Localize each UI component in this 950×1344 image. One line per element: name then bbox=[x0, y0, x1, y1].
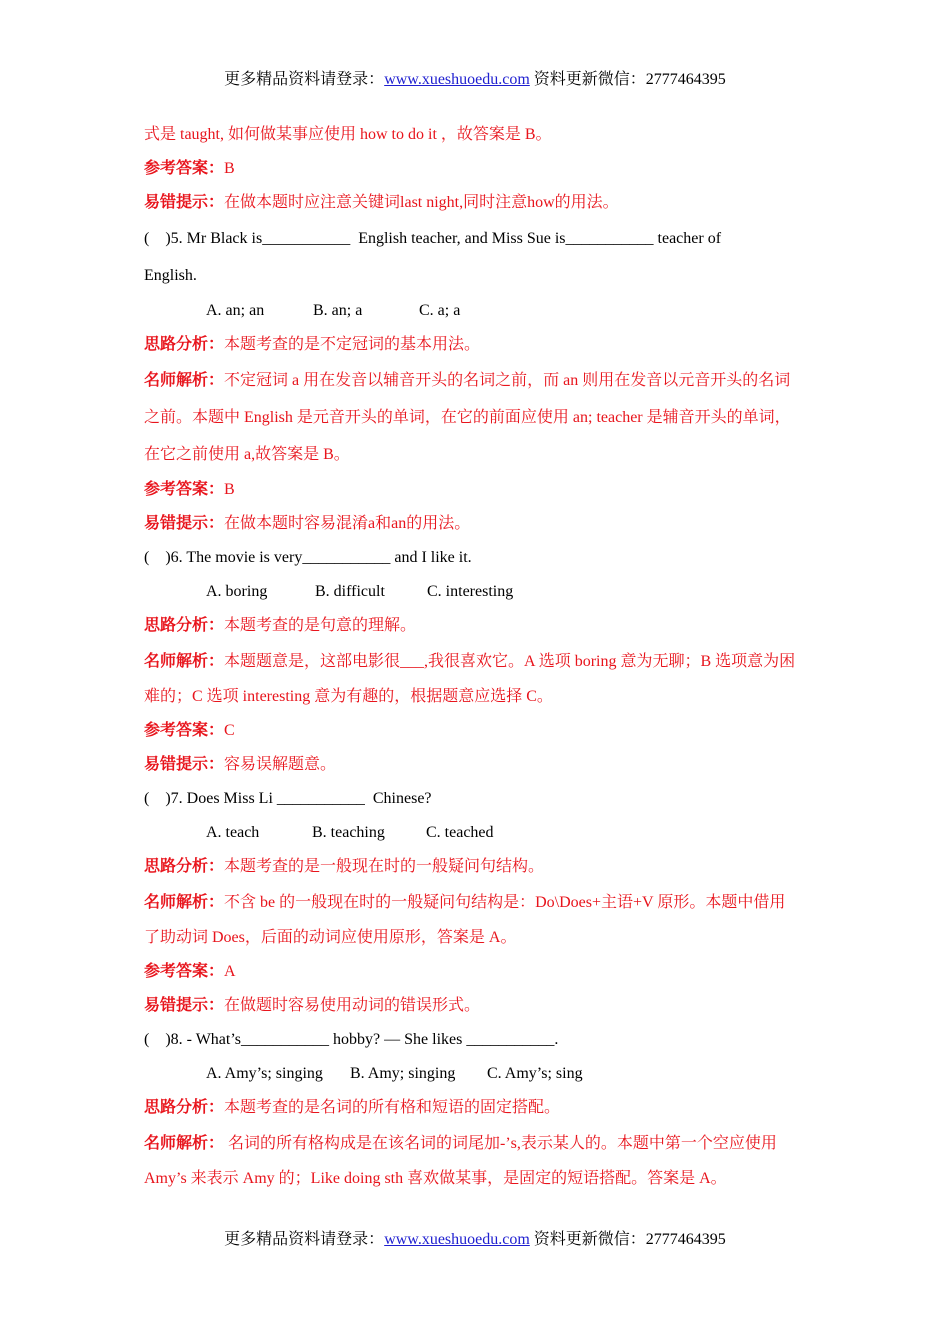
prev-tip-line bbox=[144, 186, 809, 220]
q5-stem-line2: English. bbox=[144, 267, 197, 284]
q6-answer-line bbox=[144, 714, 809, 748]
header-suffix: 资料更新微信：2777464395 bbox=[529, 71, 726, 88]
footer-suffix: 资料更新微信：2777464395 bbox=[529, 1231, 726, 1248]
q7-option-c: C. teached bbox=[426, 824, 494, 841]
q7-tip: 在做题时容易使用动词的错误形式。 bbox=[224, 997, 481, 1014]
tip-label: 易错提示： bbox=[144, 194, 225, 211]
prev-answer-line bbox=[144, 152, 809, 186]
q8-option-c: C. Amy’s; sing bbox=[487, 1065, 583, 1082]
footer-prefix: 更多精品资料请登录： bbox=[224, 1231, 385, 1248]
q7-stem: ( )7. Does Miss Li ___________ Chinese? bbox=[144, 790, 432, 807]
q8-mingshi-1: 名词的所有格构成是在该名词的词尾加-’s,表示某人的。本题中第一个空应使用 bbox=[224, 1135, 777, 1152]
answer-label: 参考答案： bbox=[144, 481, 225, 498]
q7-mingshi-1: 不含 be 的一般现在时的一般疑问句结构是：Do\Does+主语+V 原形。本题中借用 bbox=[224, 894, 786, 911]
q5-option-a: A. an; an bbox=[206, 302, 265, 319]
header-prefix: 更多精品资料请登录： bbox=[224, 71, 385, 88]
q6-mingshi-1: 本题题意是，这部电影很___,我很喜欢它。A 选项 boring 意为无聊；B 选项意为困 bbox=[224, 653, 796, 670]
q7-tip-line bbox=[144, 989, 809, 1023]
mingshi-label: 名师解析： bbox=[144, 653, 225, 670]
mingshi-label: 名师解析： bbox=[144, 372, 225, 389]
silu-label: 思路分析： bbox=[144, 858, 225, 875]
q8-option-b: B. Amy; singing bbox=[350, 1065, 456, 1082]
page-footer bbox=[0, 1226, 950, 1249]
q6-stem: ( )6. The movie is very___________ and I like it. bbox=[144, 549, 472, 566]
q5-mingshi-1: 不定冠词 a 用在发音以辅音开头的名词之前，而 an 则用在发音以元音开头的名词 bbox=[224, 372, 791, 389]
q6-option-c: C. interesting bbox=[427, 583, 514, 600]
q7-mingshi-line2: 了助动词 Does，后面的动词应使用原形，答案是 A。 bbox=[144, 929, 517, 946]
q8-mingshi-line1 bbox=[144, 1125, 809, 1162]
q6-silu: 本题考查的是句意的理解。 bbox=[224, 617, 417, 634]
q5-silu-line bbox=[144, 328, 809, 362]
q5-option-b: B. an; a bbox=[313, 302, 363, 319]
q7-option-a: A. teach bbox=[206, 824, 260, 841]
q6-mingshi-line1 bbox=[144, 643, 809, 680]
tip-label: 易错提示： bbox=[144, 515, 225, 532]
q5-answer: B bbox=[224, 481, 235, 498]
tip-label: 易错提示： bbox=[144, 756, 225, 773]
q6-mingshi-line2: 难的；C 选项 interesting 意为有趣的，根据题意应选择 C。 bbox=[144, 688, 553, 705]
prev-tip: 在做本题时应注意关键词last night,同时注意how的用法。 bbox=[224, 194, 619, 211]
q5-silu: 本题考查的是不定冠词的基本用法。 bbox=[224, 336, 481, 353]
q6-answer: C bbox=[224, 722, 235, 739]
footer-link[interactable]: www.xueshuoedu.com bbox=[384, 1231, 530, 1248]
q8-mingshi-line2: Amy’s 来表示 Amy 的；Like doing sth 喜欢做某事，是固定的短语搭配。答案是 A。 bbox=[144, 1170, 727, 1187]
silu-label: 思路分析： bbox=[144, 1099, 225, 1116]
q8-silu: 本题考查的是名词的所有格和短语的固定搭配。 bbox=[224, 1099, 561, 1116]
q7-answer-line bbox=[144, 955, 809, 989]
q8-option-a: A. Amy’s; singing bbox=[206, 1065, 323, 1082]
page-header bbox=[0, 66, 950, 89]
q5-tip: 在做本题时容易混淆a和an的用法。 bbox=[224, 515, 471, 532]
q5-mingshi-line3: 在它之前使用 a,故答案是 B。 bbox=[144, 446, 350, 463]
q6-option-a: A. boring bbox=[206, 583, 268, 600]
q8-stem: ( )8. - What’s___________ hobby? — She likes ___________. bbox=[144, 1031, 559, 1048]
mingshi-label: 名师解析： bbox=[144, 894, 225, 911]
q6-option-b: B. difficult bbox=[315, 583, 385, 600]
answer-label: 参考答案： bbox=[144, 963, 225, 980]
prev-analysis-tail: 式是 taught, 如何做某事应使用 how to do it ，故答案是 B。 bbox=[144, 126, 552, 143]
q5-option-c: C. a; a bbox=[419, 302, 461, 319]
q6-tip-line bbox=[144, 748, 809, 782]
q5-stem-line1: ( )5. Mr Black is___________ English teacher, and Miss Sue is___________ teacher of bbox=[144, 230, 722, 247]
q7-option-b: B. teaching bbox=[312, 824, 385, 841]
q7-answer: A bbox=[224, 963, 236, 980]
answer-label: 参考答案： bbox=[144, 722, 225, 739]
q6-tip: 容易误解题意。 bbox=[224, 756, 337, 773]
answer-label: 参考答案： bbox=[144, 160, 225, 177]
q8-options bbox=[144, 1057, 809, 1091]
q7-options bbox=[144, 816, 809, 850]
prev-answer: B bbox=[224, 160, 235, 177]
q5-tip-line bbox=[144, 507, 809, 541]
tip-label: 易错提示： bbox=[144, 997, 225, 1014]
q6-options bbox=[144, 575, 809, 609]
silu-label: 思路分析： bbox=[144, 617, 225, 634]
q8-silu-line bbox=[144, 1091, 809, 1125]
mingshi-label: 名师解析： bbox=[144, 1135, 225, 1152]
q5-mingshi-line1 bbox=[144, 362, 809, 399]
q7-mingshi-line1 bbox=[144, 884, 809, 921]
document-body bbox=[144, 118, 809, 1196]
header-link[interactable]: www.xueshuoedu.com bbox=[384, 71, 530, 88]
q5-mingshi-line2: 之前。本题中 English 是元音开头的单词，在它的前面应使用 an; teacher 是辅音开头的单词， bbox=[144, 409, 791, 426]
q5-answer-line bbox=[144, 473, 809, 507]
q7-silu: 本题考查的是一般现在时的一般疑问句结构。 bbox=[224, 858, 545, 875]
q6-silu-line bbox=[144, 609, 809, 643]
q7-silu-line bbox=[144, 850, 809, 884]
q5-options bbox=[144, 294, 809, 328]
silu-label: 思路分析： bbox=[144, 336, 225, 353]
